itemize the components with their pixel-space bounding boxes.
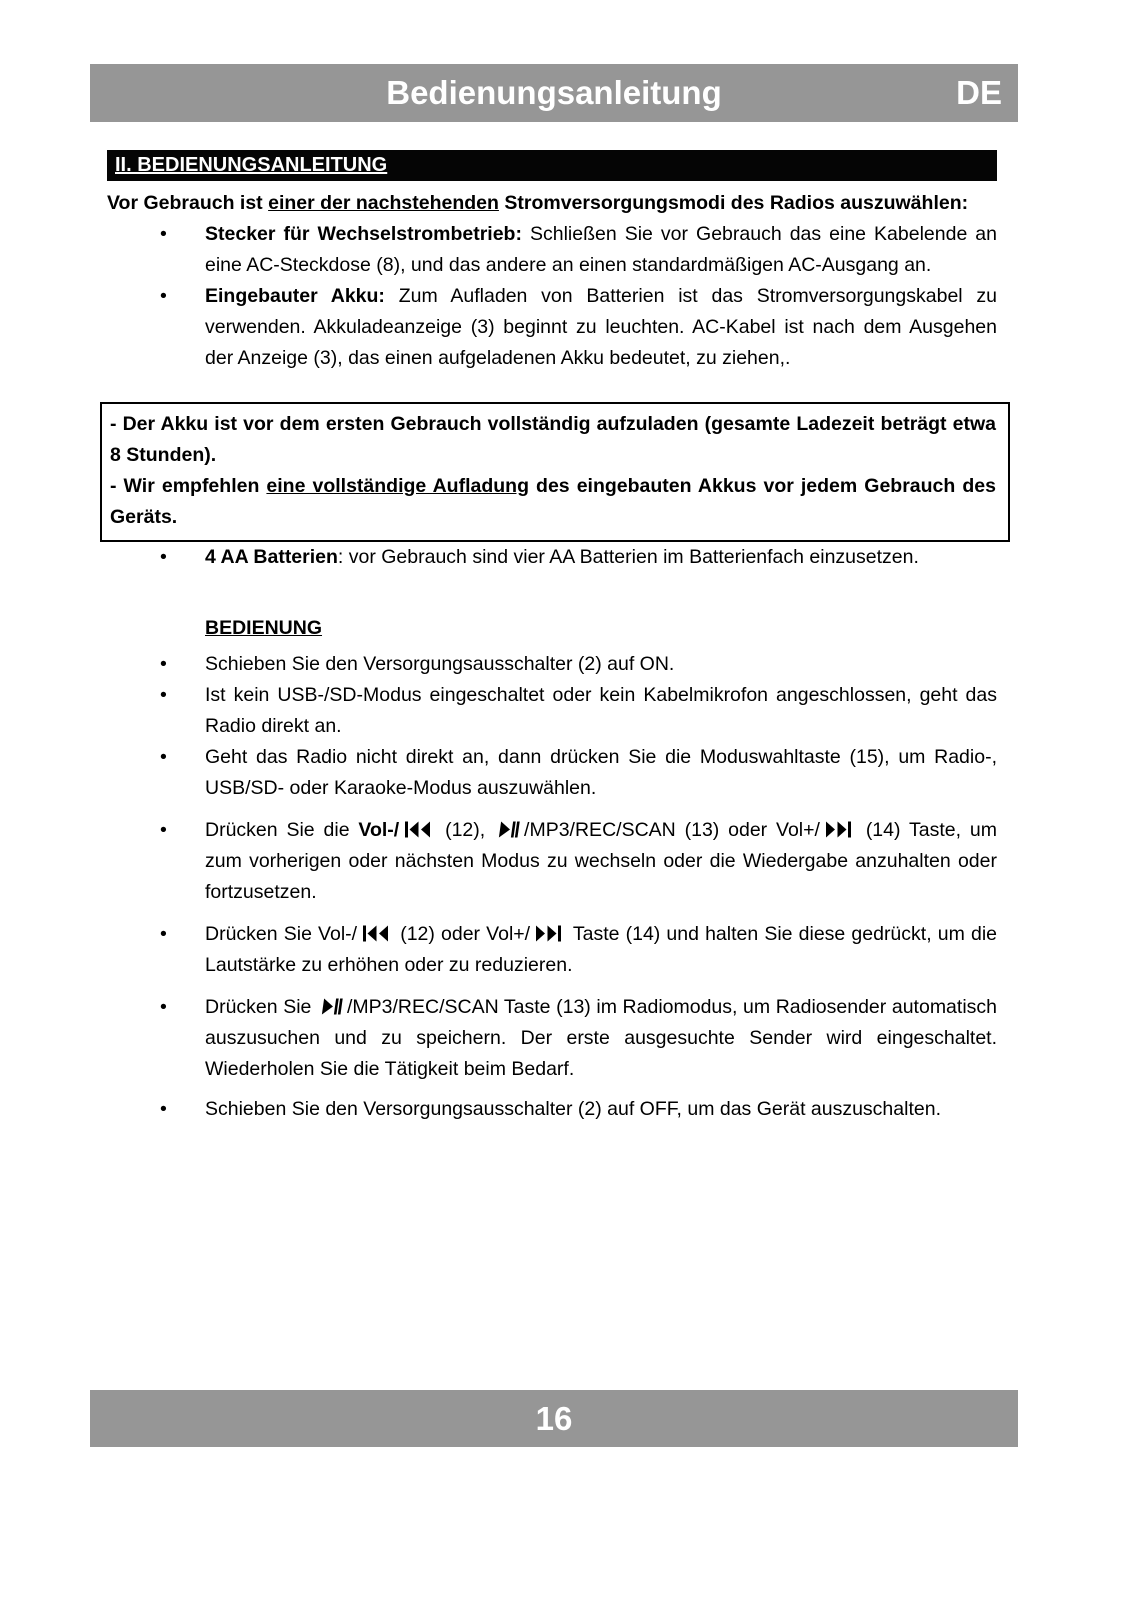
list-item-volume-keys	[107, 919, 997, 981]
bullet-text: (14) Taste, um zum vorherigen oder nächsten Modus zu wechseln oder die Wiedergabe anzuhalten oder fortzusetzen.	[205, 819, 997, 903]
bullet-text: /MP3/REC/SCAN (13) oder Vol+/	[524, 819, 820, 841]
bullet-lead: Eingebauter Akku:	[205, 285, 399, 307]
next-track-icon	[825, 821, 852, 838]
play-pause-icon	[322, 998, 342, 1015]
content-area	[107, 188, 997, 1125]
list-item-auto-radio	[107, 680, 997, 742]
note-text: - Wir empfehlen	[110, 475, 267, 497]
page-number: 16	[535, 1400, 573, 1437]
bullet-text: Schließen Sie vor Gebrauch das eine Kabelende an eine AC-Steckdose (8), und das andere an einen standardmäßigen AC-Ausgang an.	[205, 223, 998, 276]
previous-track-icon	[362, 925, 389, 942]
header-bar	[90, 64, 1018, 122]
vol-minus-label: Vol-/	[358, 819, 400, 841]
bullet-text: Zum Aufladen von Batterien ist das Stromversorgungskabel zu verwenden. Akkuladeanzeige (3) beginnt zu leuchten. AC-Kabel ist nach dem Ausgehen der Anzeige (3), das einen aufgeladenen Akku bedeutet, zu ziehen,.	[205, 285, 997, 369]
list-item-aa-batteries	[107, 542, 997, 573]
play-pause-icon	[499, 821, 519, 838]
bullet-text: Schieben Sie den Versorgungsausschalter (2) auf OFF, um das Gerät auszuschalten.	[205, 1098, 941, 1120]
battery-option-list	[107, 542, 997, 573]
note-line-2	[110, 471, 996, 533]
note-underlined-text: eine vollständige Aufladung	[266, 475, 529, 497]
previous-track-icon	[404, 821, 431, 838]
bullet-text: Drücken Sie die	[205, 819, 359, 841]
note-text: - Der Akku ist vor dem ersten Gebrauch vollständig aufzuladen (gesamte Ladezeit beträgt etwa 8 Stunden).	[110, 413, 996, 466]
section-heading: II. BEDIENUNGSANLEITUNG	[115, 154, 388, 176]
footer-bar	[90, 1390, 1018, 1447]
note-text-end: des eingebauten Akkus vor jedem Gebrauch des Geräts.	[110, 475, 996, 528]
list-item-built-in-battery	[107, 281, 997, 374]
operation-steps-list	[107, 649, 997, 1125]
list-item-mode-select	[107, 742, 997, 804]
language-badge: DE	[956, 74, 1002, 111]
bullet-text: Ist kein USB-/SD-Modus eingeschaltet oder kein Kabelmikrofon angeschlossen, geht das Radio direkt an.	[205, 684, 997, 737]
next-track-icon	[535, 925, 562, 942]
bullet-text: Drücken Sie Vol-/	[205, 923, 358, 945]
intro-text-end: Stromversorgungsmodi des Radios auszuwählen:	[498, 192, 969, 214]
operation-heading: BEDIENUNG	[205, 617, 323, 639]
note-box	[100, 402, 1010, 542]
power-modes-list	[107, 219, 997, 374]
section-heading-bar	[107, 150, 997, 181]
intro-paragraph	[107, 188, 997, 219]
bullet-text: Geht das Radio nicht direkt an, dann drücken Sie die Moduswahltaste (15), um Radio-, USB/SD- oder Karaoke-Modus auszuwählen.	[205, 746, 997, 799]
bullet-text: Drücken Sie	[205, 996, 317, 1018]
list-item-power-on	[107, 649, 997, 680]
intro-text: Vor Gebrauch ist	[107, 192, 269, 214]
bullet-lead: Stecker für Wechselstrombetrieb:	[205, 223, 530, 245]
bullet-lead: 4 AA Batterien	[205, 546, 338, 568]
page-title: Bedienungsanleitung	[386, 74, 722, 111]
list-item-power-off	[107, 1094, 997, 1125]
list-item-scan-stations	[107, 992, 997, 1085]
bullet-text: (12) oder Vol+/	[394, 923, 531, 945]
note-line-1	[110, 409, 996, 471]
intro-underlined-text: einer der nachstehenden	[268, 192, 499, 214]
bullet-text: /MP3/REC/SCAN Taste (13) im Radiomodus, um Radiosender automatisch auszusuchen und zu speichern. Der erste ausgesuchte Sender wird eingeschaltet. Wiederholen Sie die Tätigkeit beim Bedarf.	[205, 996, 997, 1080]
bullet-text: Schieben Sie den Versorgungsausschalter (2) auf ON.	[205, 653, 675, 675]
list-item-mode-switch-keys	[107, 815, 997, 908]
bullet-text: (12),	[436, 819, 495, 841]
bullet-text: : vor Gebrauch sind vier AA Batterien im Batterienfach einzusetzen.	[337, 546, 919, 568]
bullet-text: Taste (14) und halten Sie diese gedrückt, um die Lautstärke zu erhöhen oder zu reduzieren.	[205, 923, 997, 976]
list-item-ac-plug	[107, 219, 997, 281]
